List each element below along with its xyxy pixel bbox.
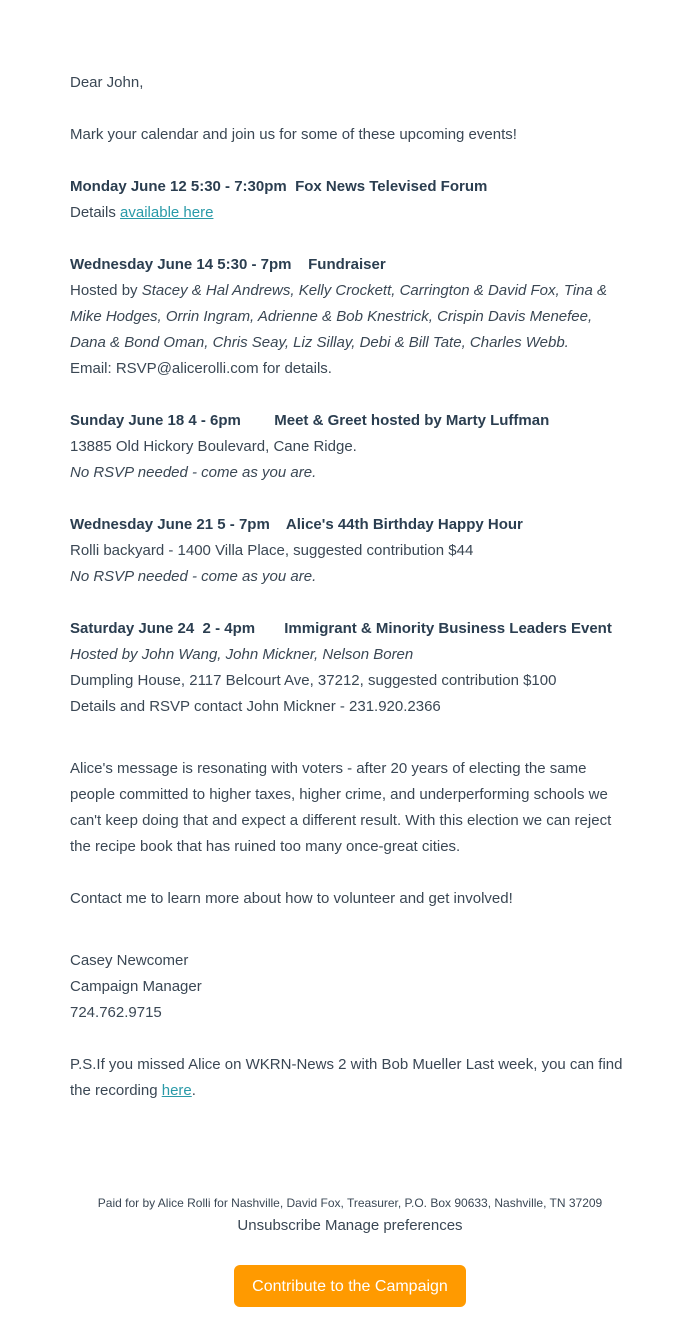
signature-role: Campaign Manager: [70, 978, 202, 995]
event-address: Rolli backyard - 1400 Villa Place, suggested contribution $44: [70, 542, 474, 559]
event-4: [70, 512, 630, 590]
signature-phone: 724.762.9715: [70, 1004, 162, 1021]
event-contact: Details and RSVP contact John Mickner - 231.920.2366: [70, 698, 441, 715]
event-5: [70, 616, 630, 720]
event-title: Monday June 12 5:30 - 7:30pm Fox News Televised Forum: [70, 178, 488, 195]
event-title: Wednesday June 21 5 - 7pm Alice's 44th Birthday Happy Hour: [70, 516, 523, 533]
intro-text: Mark your calendar and join us for some of these upcoming events!: [70, 126, 517, 143]
event-email: Email: RSVP@alicerolli.com for details.: [70, 360, 332, 377]
volunteer-text: Contact me to learn more about how to volunteer and get involved!: [70, 890, 513, 907]
postscript: [70, 1052, 630, 1104]
unsubscribe-link[interactable]: Unsubscribe: [237, 1217, 321, 1234]
paid-for-disclaimer: Paid for by Alice Rolli for Nashville, David Fox, Treasurer, P.O. Box 90633, Nashville, TN 37209: [97, 1196, 603, 1210]
event-hosts: Hosted by John Wang, John Mickner, Nelson Boren: [70, 646, 414, 663]
details-link[interactable]: available here: [120, 204, 214, 221]
event-title: Sunday June 18 4 - 6pm Meet & Greet hosted by Marty Luffman: [70, 412, 550, 429]
event-2: [70, 252, 630, 382]
signature-name: Casey Newcomer: [70, 952, 189, 969]
contribute-button[interactable]: Contribute to the Campaign: [234, 1265, 466, 1307]
event-title: Saturday June 24 2 - 4pm Immigrant & Minority Business Leaders Event: [70, 620, 612, 637]
manage-preferences-link[interactable]: Manage preferences: [324, 1217, 463, 1234]
campaign-message: Alice's message is resonating with voters - after 20 years of electing the same people committed to higher taxes, higher crime, and underperforming schools we can't keep doing that and expect a different result. With this election we can reject the recipe book that has ruined too many once-great cities.: [70, 760, 612, 855]
details-label: Details: [70, 204, 121, 221]
event-note: No RSVP needed - come as you are.: [70, 464, 317, 481]
event-note: No RSVP needed - come as you are.: [70, 568, 317, 585]
event-hosts: [70, 278, 630, 356]
hosted-by-label: Hosted by: [70, 282, 142, 299]
event-address: 13885 Old Hickory Boulevard, Cane Ridge.: [70, 438, 357, 455]
event-details: [70, 200, 630, 226]
host-names: Stacey & Hal Andrews, Kelly Crockett, Carrington & David Fox, Tina & Mike Hodges, Orrin Ingram, Adrienne & Bob Knestrick, Crispin Davis Menefee, Dana & Bond Oman, Chris Seay, Liz Sillay, Debi & Bill Tate, Charles Webb.: [70, 282, 608, 351]
footer-links: [0, 1216, 700, 1236]
event-title: Wednesday June 14 5:30 - 7pm Fundraiser: [70, 256, 386, 273]
signature: [70, 948, 630, 1026]
ps-text: P.S.If you missed Alice on WKRN-News 2 with Bob Mueller Last week, you can find the recording: [70, 1056, 623, 1099]
footer: [0, 1195, 700, 1307]
event-3: [70, 408, 630, 486]
ps-end: .: [191, 1082, 196, 1099]
event-1: [70, 174, 630, 226]
greeting: Dear John,: [70, 74, 144, 91]
event-address: Dumpling House, 2117 Belcourt Ave, 37212, suggested contribution $100: [70, 672, 557, 689]
email-body: [70, 70, 630, 1104]
recording-link[interactable]: here: [161, 1082, 192, 1099]
